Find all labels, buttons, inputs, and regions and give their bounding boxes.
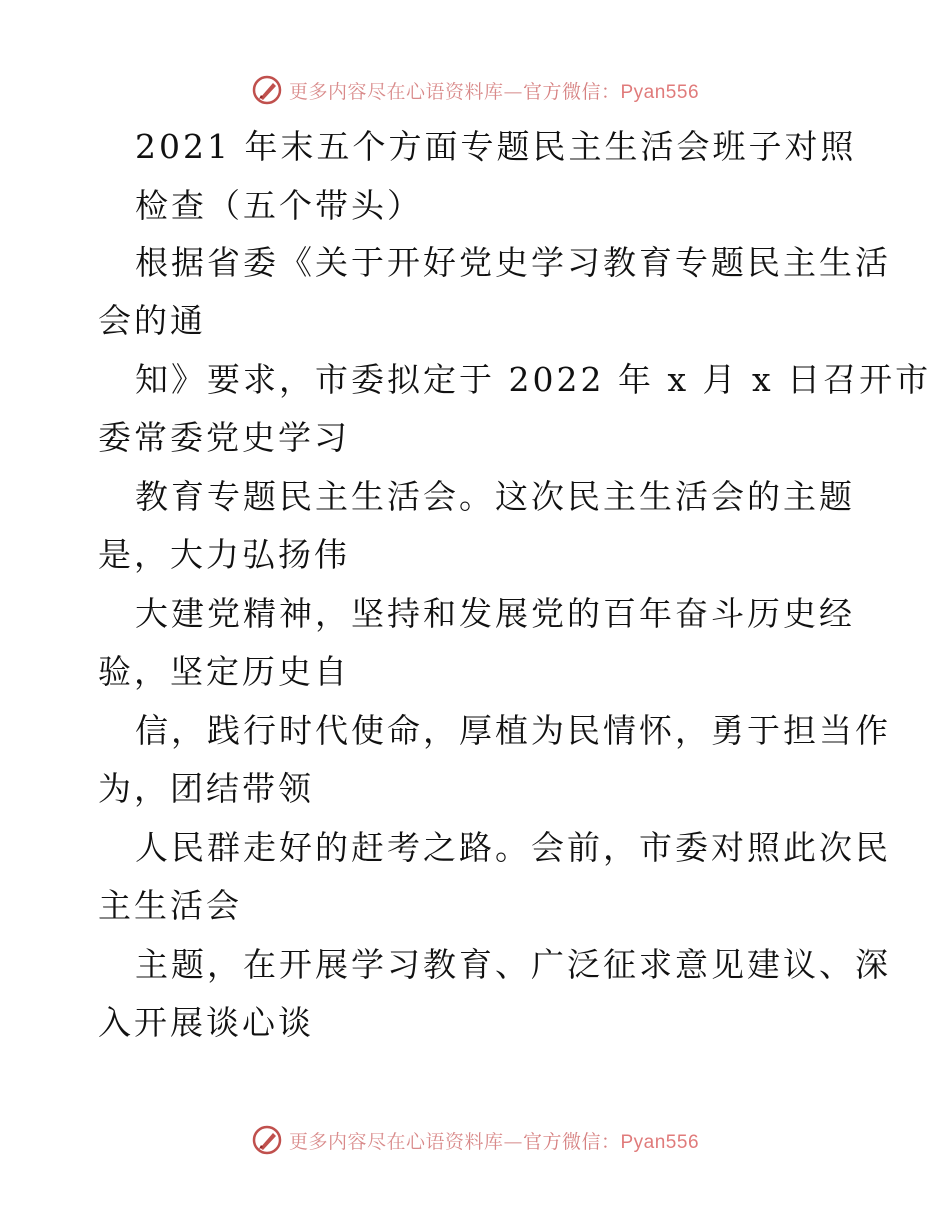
- watermark-sub-text: 官方微信：: [522, 80, 621, 103]
- watermark-code: Pyan556: [620, 1131, 700, 1153]
- header-watermark: [0, 70, 950, 110]
- paragraph-line: 教育专题民主生活会。这次民主生活会的主题: [135, 477, 855, 516]
- paragraph-line: 为，团结带领: [98, 769, 314, 808]
- paragraph-line: 主生活会: [98, 886, 242, 925]
- watermark-separator: —: [503, 1130, 523, 1153]
- watermark-code: Pyan556: [620, 81, 700, 103]
- title-line-1: 2021 年末五个方面专题民主生活会班子对照: [135, 127, 857, 166]
- paragraph-line: 大建党精神，坚持和发展党的百年奋斗历史经: [135, 594, 855, 633]
- pen-circle-logo-icon: [251, 74, 283, 106]
- footer-watermark: [0, 1120, 950, 1160]
- pen-circle-logo-icon: [251, 1124, 283, 1156]
- watermark-sub-text: 官方微信：: [522, 1130, 621, 1153]
- paragraph-line: 委常委党史学习: [98, 418, 350, 457]
- paragraph-line: 入开展谈心谈: [98, 1003, 314, 1042]
- watermark-main-text: 更多内容尽在心语资料库: [288, 1130, 504, 1153]
- paragraph-line: 是，大力弘扬伟: [98, 535, 350, 574]
- paragraph-line: 会的通: [98, 301, 206, 340]
- paragraph-line: 主题，在开展学习教育、广泛征求意见建议、深: [135, 945, 891, 984]
- paragraph-line: 根据省委《关于开好党史学习教育专题民主生活: [135, 243, 891, 282]
- paragraph-line: 人民群走好的赶考之路。会前，市委对照此次民: [135, 828, 891, 867]
- paragraph-line: 验，坚定历史自: [98, 652, 350, 691]
- paragraph-line: 知》要求，市委拟定于 2022 年 x 月 x 日召开市: [135, 360, 932, 399]
- watermark-separator: —: [503, 80, 523, 103]
- watermark-main-text: 更多内容尽在心语资料库: [288, 80, 504, 103]
- paragraph-line: 信，践行时代使命，厚植为民情怀，勇于担当作: [135, 711, 891, 750]
- title-line-2: 检查（五个带头）: [135, 186, 423, 225]
